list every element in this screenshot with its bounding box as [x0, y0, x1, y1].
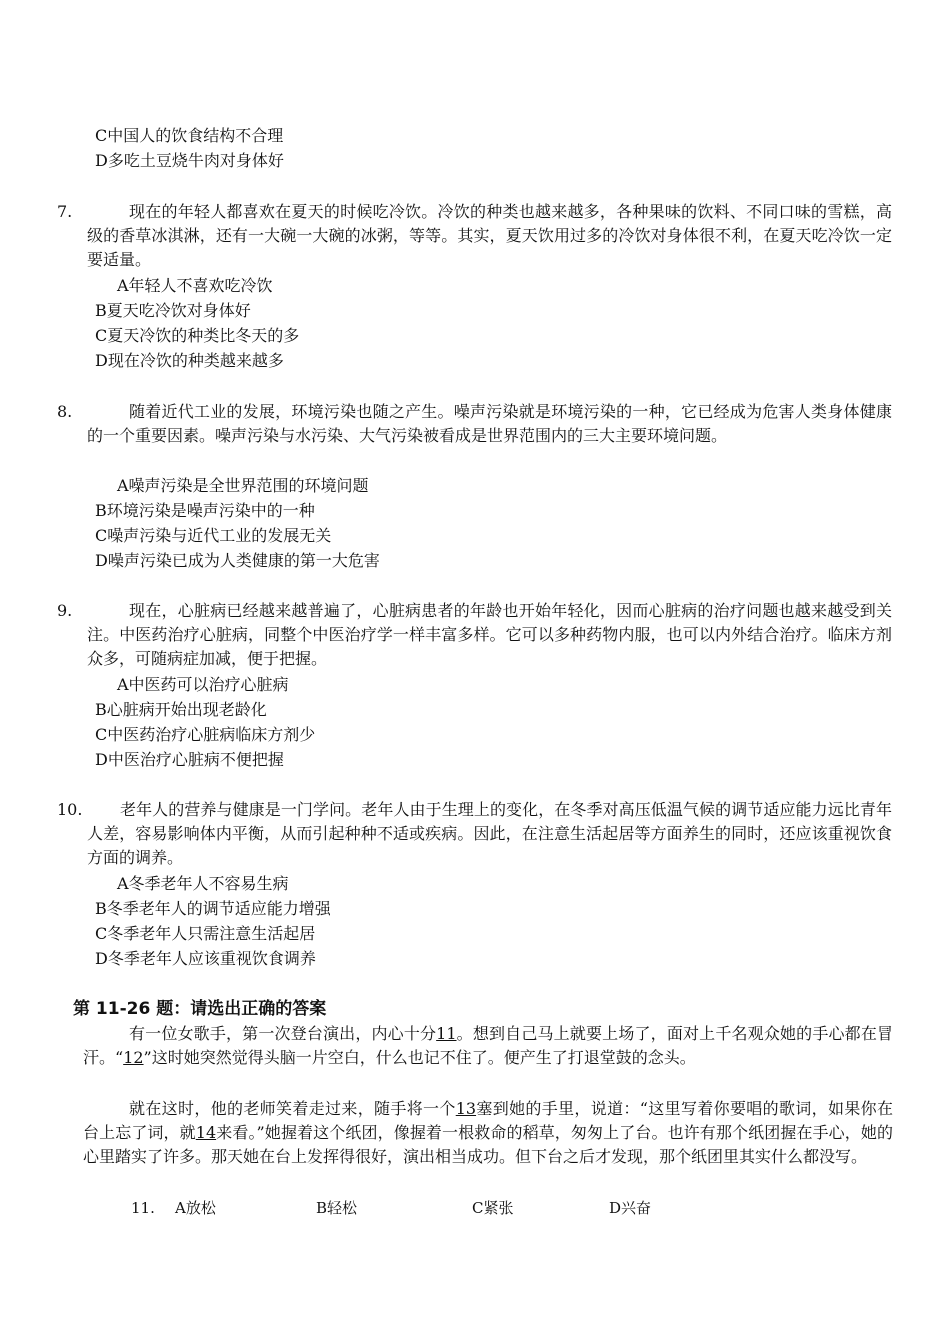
cloze-text: 。想到自己马上就要上场了，面对上千名观众她的手心都在冒汗。“	[83, 1024, 893, 1067]
cloze-paragraph-1	[83, 1022, 893, 1070]
q10-number: 10.	[57, 800, 83, 819]
cloze-text: 就在这时，他的老师笑着走过来，随手将一个	[129, 1099, 456, 1118]
cloze-text: 来看。”她握着这个纸团，像握着一根救命的稻草，匆匆上了台。也许有那个纸团握在手心，她的心里踏实了许多。那天她在台上发挥得很好，演出相当成功。但下台之后才发现，那个纸团里其实什么都没写。	[83, 1123, 893, 1166]
q11-option-d: D兴奋	[609, 1199, 652, 1217]
q10-option-a: A冬季老年人不容易生病	[117, 874, 289, 893]
blank-14: 14	[195, 1123, 217, 1142]
q10-option-c: C冬季老年人只需注意生活起居	[95, 924, 316, 943]
q8-option-a: A噪声污染是全世界范围的环境问题	[117, 476, 369, 495]
section-heading: 第 11-26 题：请选出正确的答案	[73, 999, 327, 1019]
cloze-text: ”这时她突然觉得头脑一片空白，什么也记不住了。便产生了打退堂鼓的念头。	[143, 1048, 696, 1067]
cloze-paragraph-2	[83, 1097, 893, 1169]
q7-passage: 现在的年轻人都喜欢在夏天的时候吃冷饮。冷饮的种类也越来越多，各种果味的饮料、不同口味的雪糕，高级的香草冰淇淋，还有一大碗一大碗的冰粥，等等。其实，夏天饮用过多的冷饮对身体很不利，在夏天吃冷饮一定要适量。	[87, 202, 892, 269]
q7-number: 7.	[57, 202, 73, 221]
q8-option-b: B环境污染是噪声污染中的一种	[95, 501, 315, 520]
q9-option-d: D中医治疗心脏病不便把握	[95, 750, 284, 769]
q8-passage: 随着近代工业的发展，环境污染也随之产生。噪声污染就是环境污染的一种，它已经成为危害人类身体健康的一个重要因素。噪声污染与水污染、大气污染被看成是世界范围内的三大主要环境问题。	[87, 402, 892, 445]
q11-number: 11.	[131, 1199, 155, 1217]
q7-option-d: D现在冷饮的种类越来越多	[95, 351, 284, 370]
q10-option-b: B冬季老年人的调节适应能力增强	[95, 899, 331, 918]
blank-12: 12	[123, 1048, 144, 1067]
q8-option-d: D噪声污染已成为人类健康的第一大危害	[95, 551, 380, 570]
q7-option-c: C夏天冷饮的种类比冬天的多	[95, 326, 300, 345]
q7-option-b: B夏天吃冷饮对身体好	[95, 301, 251, 320]
q9-option-a: A中医药可以治疗心脏病	[117, 675, 289, 694]
q9-passage: 现在，心脏病已经越来越普遍了，心脏病患者的年龄也开始年轻化，因而心脏病的治疗问题也越来越受到关注。中医药治疗心脏病，同整个中医治疗学一样丰富多样。它可以多种药物内服，也可以内外结合治疗。临床方剂众多，可随病症加减，便于把握。	[87, 601, 892, 668]
q9-option-b: B心脏病开始出现老龄化	[95, 700, 267, 719]
q11-option-a: A放松	[175, 1199, 216, 1217]
q10-passage: 老年人的营养与健康是一门学问。老年人由于生理上的变化，在冬季对高压低温气候的调节适应能力远比青年人差，容易影响体内平衡，从而引起种种不适或疾病。因此，在注意生活起居等方面养生的同时，还应该重视饮食方面的调养。	[87, 800, 892, 867]
q10-option-d: D冬季老年人应该重视饮食调养	[95, 949, 316, 968]
blank-13: 13	[455, 1099, 477, 1118]
cloze-text: 塞到她的手里，说道：“这里写着你要唱的歌词，如果你在台上忘了词，就	[83, 1099, 893, 1142]
q9-number: 9.	[57, 601, 73, 620]
q6-option-c: C中国人的饮食结构不合理	[95, 126, 284, 145]
cloze-text: 有一位女歌手，第一次登台演出，内心十分	[129, 1024, 437, 1043]
q8-option-c: C噪声污染与近代工业的发展无关	[95, 526, 332, 545]
blank-11: 11	[436, 1024, 457, 1043]
q11-option-b: B轻松	[316, 1199, 358, 1217]
q8-number: 8.	[57, 402, 73, 421]
q6-option-d: D多吃土豆烧牛肉对身体好	[95, 151, 284, 170]
q9-option-c: C中医药治疗心脏病临床方剂少	[95, 725, 316, 744]
q7-option-a: A年轻人不喜欢吃冷饮	[117, 276, 273, 295]
q11-option-c: C紧张	[472, 1199, 514, 1217]
